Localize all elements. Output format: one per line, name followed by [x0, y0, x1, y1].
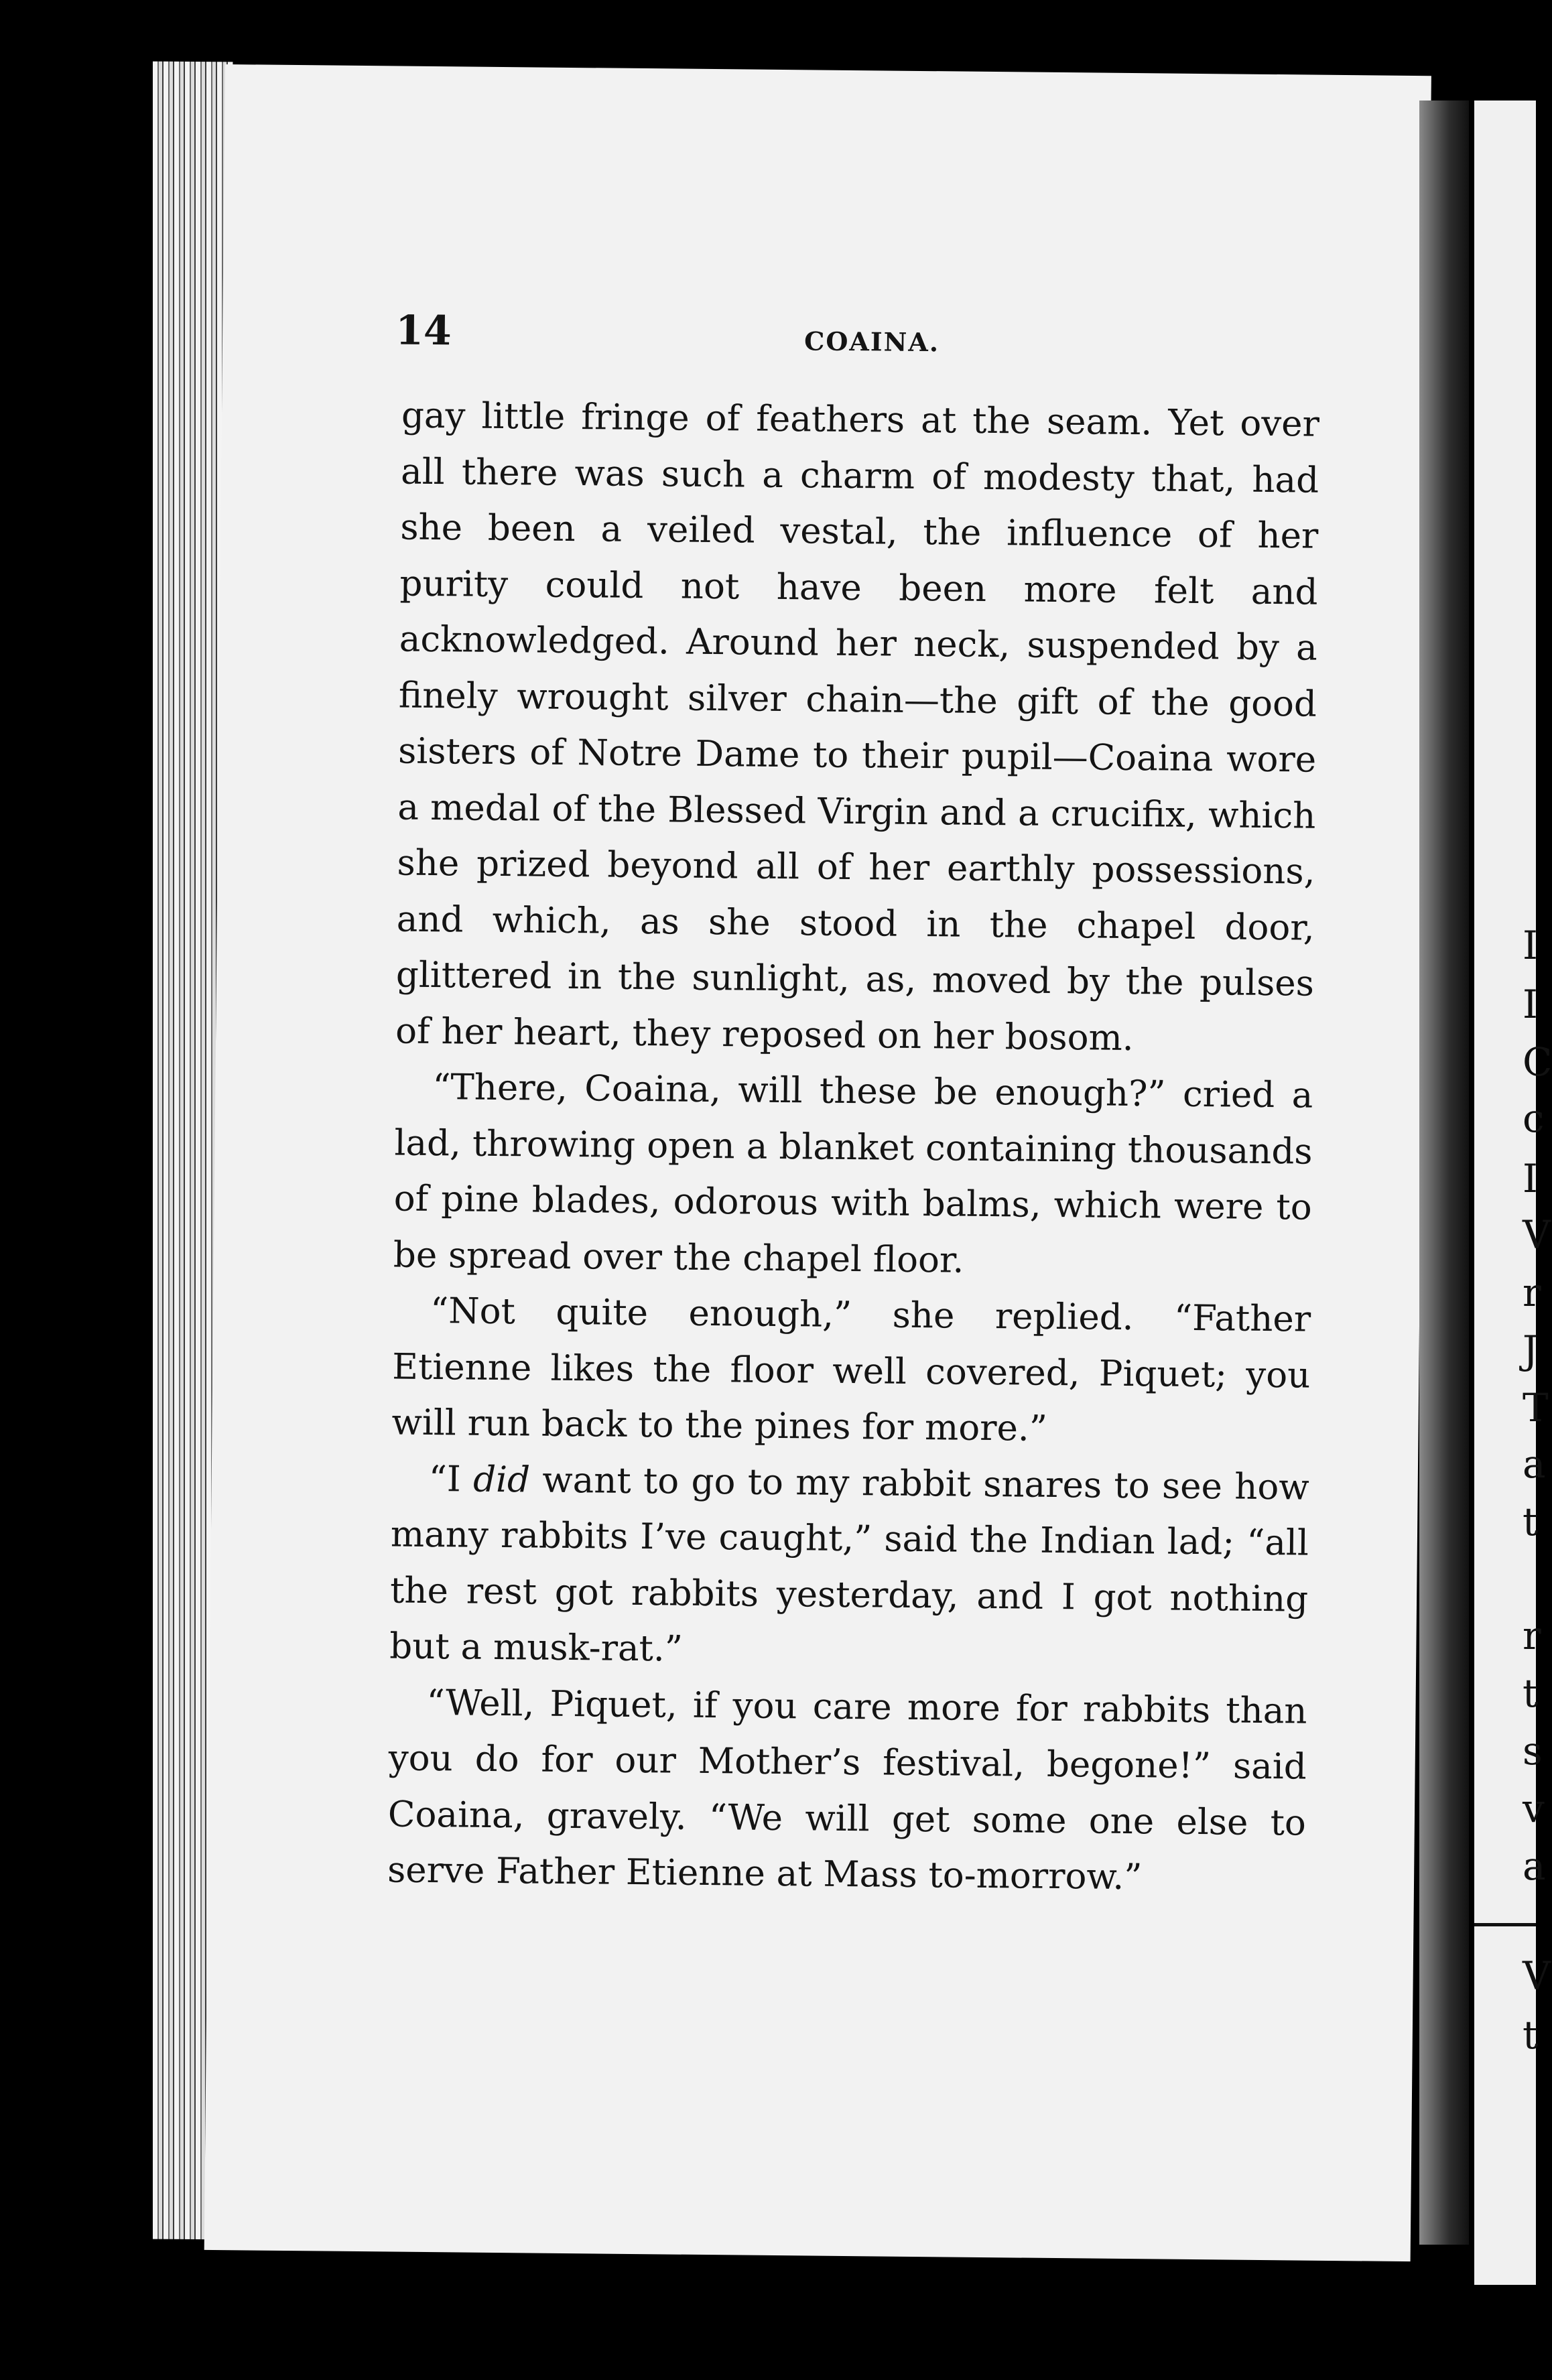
- page-gutter: [1419, 101, 1469, 2245]
- page-number: 14: [395, 307, 452, 355]
- next-page-fragment: J: [1523, 1327, 1539, 1373]
- next-page-fragment: v: [1523, 1786, 1545, 1831]
- paragraph-rest: want to go to my rabbit snares to see how many rabbits I’ve caught,” said the Indian lad; “all the rest got rabbits yesterday, and I got nothing but a musk-rat.”: [389, 1459, 1309, 1670]
- next-page-fragment: C: [1523, 1039, 1552, 1085]
- book-page: [204, 64, 1431, 2261]
- next-page-fragment: V: [1523, 1953, 1551, 1999]
- next-page-fragment: a: [1523, 1441, 1546, 1487]
- next-page-fragment: c: [1523, 1096, 1545, 1141]
- next-page-fragment: I: [1523, 1156, 1538, 1201]
- next-page-fragment: I: [1523, 923, 1538, 968]
- next-page-fragment: V: [1523, 1212, 1551, 1258]
- paragraph: [389, 1451, 1309, 1683]
- running-head: [395, 307, 1320, 397]
- paragraph: “Well, Piquet, if you care more for rabbits than you do for our Mother’s festival, begone!” said Coaina, gravely. “We will get some one else to serve Father Etienne at Mass to-morrow.”: [387, 1682, 1307, 1898]
- next-page-rule: [1474, 1923, 1536, 1926]
- next-page-fragment: r: [1523, 1270, 1541, 1315]
- body-text: [387, 388, 1320, 1908]
- next-page-fragment: r: [1523, 1613, 1541, 1658]
- paragraph: “There, Coaina, will these be enough?” cried a lad, throwing open a blanket containing thousands of pine blades, odorous with balms, which were to be spread over the chapel floor.: [393, 1067, 1313, 1281]
- next-page-edge: [1474, 101, 1552, 2285]
- page-content: [387, 308, 1321, 1908]
- next-page-fragment: I: [1523, 982, 1538, 1027]
- next-page-fragment: a: [1523, 1843, 1546, 1889]
- next-page-fragment: s: [1523, 1728, 1543, 1774]
- paragraph-start: “I: [428, 1458, 474, 1500]
- next-page-fragment: t: [1523, 2012, 1539, 2058]
- emphasis: did: [472, 1459, 531, 1500]
- next-page-fragment: t: [1523, 1670, 1539, 1716]
- paragraph: “Not quite enough,” she replied. “Father Etienne likes the floor well covered, Piquet; you will run back to the pines for more.”: [391, 1291, 1311, 1449]
- next-page-fragment: t: [1523, 1499, 1539, 1544]
- paragraph: gay little fringe of feathers at the seam. Yet over all there was such a charm of modesty that, had she been a veiled vestal, the influence of her purity could not have been more felt and acknowledged. Around her neck, suspended by a finely wrought silver chain—the gift of the good sisters of Notre Dame to their pupil—Coaina wore a medal of the Blessed Virgin and a crucifix, which she prized beyond all of her earthly possessions, and which, as she stood in the chapel door, glittered in the sunlight, as, moved by the pulses of her heart, they reposed on her bosom.: [395, 395, 1320, 1059]
- next-page-fragment: T: [1523, 1385, 1549, 1431]
- running-title: COAINA.: [803, 326, 940, 358]
